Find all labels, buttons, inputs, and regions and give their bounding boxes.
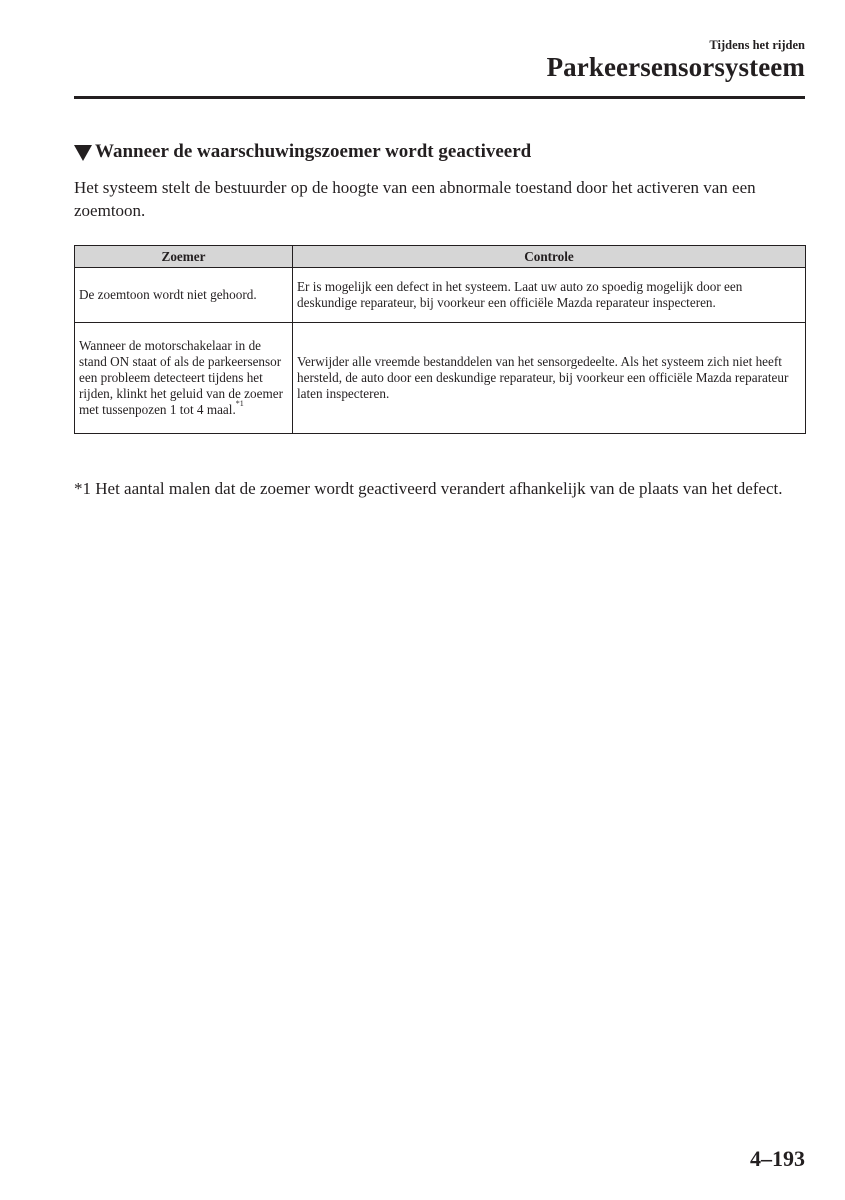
cell-zoemer bbox=[75, 268, 293, 323]
column-header-zoemer: Zoemer bbox=[75, 246, 293, 268]
page-number: 4–193 bbox=[750, 1146, 805, 1171]
cell-zoemer bbox=[75, 323, 293, 434]
intro-paragraph: Het systeem stelt de bestuurder op de hoogte van een abnormale toestand door het activeren van een zoemtoon. bbox=[74, 178, 756, 220]
page-title: Parkeersensorsysteem bbox=[546, 52, 805, 82]
table-row bbox=[75, 323, 806, 434]
table-row bbox=[75, 268, 806, 323]
header-rule bbox=[74, 96, 805, 99]
buzzer-table bbox=[74, 245, 806, 434]
table-header-row bbox=[75, 246, 806, 268]
section-label: Tijdens het rijden bbox=[709, 38, 805, 52]
cell-controle: Verwijder alle vreemde bestanddelen van het sensorgedeelte. Als het systeem zich niet heeft hersteld, de auto door een deskundige reparateur, bij voorkeur een officiële Mazda reparateur laten inspecteren. bbox=[293, 323, 806, 434]
cell-controle: Er is mogelijk een defect in het systeem. Laat uw auto zo spoedig mogelijk door een deskundige reparateur, bij voorkeur een officiële Mazda reparateur inspecteren. bbox=[293, 268, 806, 323]
column-header-controle: Controle bbox=[293, 246, 806, 268]
section-heading-text: Wanneer de waarschuwingszoemer wordt geactiveerd bbox=[95, 141, 532, 162]
footnote: *1 Het aantal malen dat de zoemer wordt geactiveerd verandert afhankelijk van de plaats van het defect. bbox=[74, 479, 783, 498]
footnote-marker: *1 bbox=[235, 399, 244, 408]
section-heading bbox=[74, 141, 531, 163]
triangle-down-icon bbox=[74, 145, 92, 161]
cell-zoemer-text: Wanneer de motorschakelaar in de stand ON staat of als de parkeersensor een probleem detecteert tijdens het rijden, klinkt het geluid van de zoemer met tussenpozen 1 tot 4 maal. bbox=[79, 338, 283, 417]
cell-zoemer-text: De zoemtoon wordt niet gehoord. bbox=[79, 287, 257, 302]
